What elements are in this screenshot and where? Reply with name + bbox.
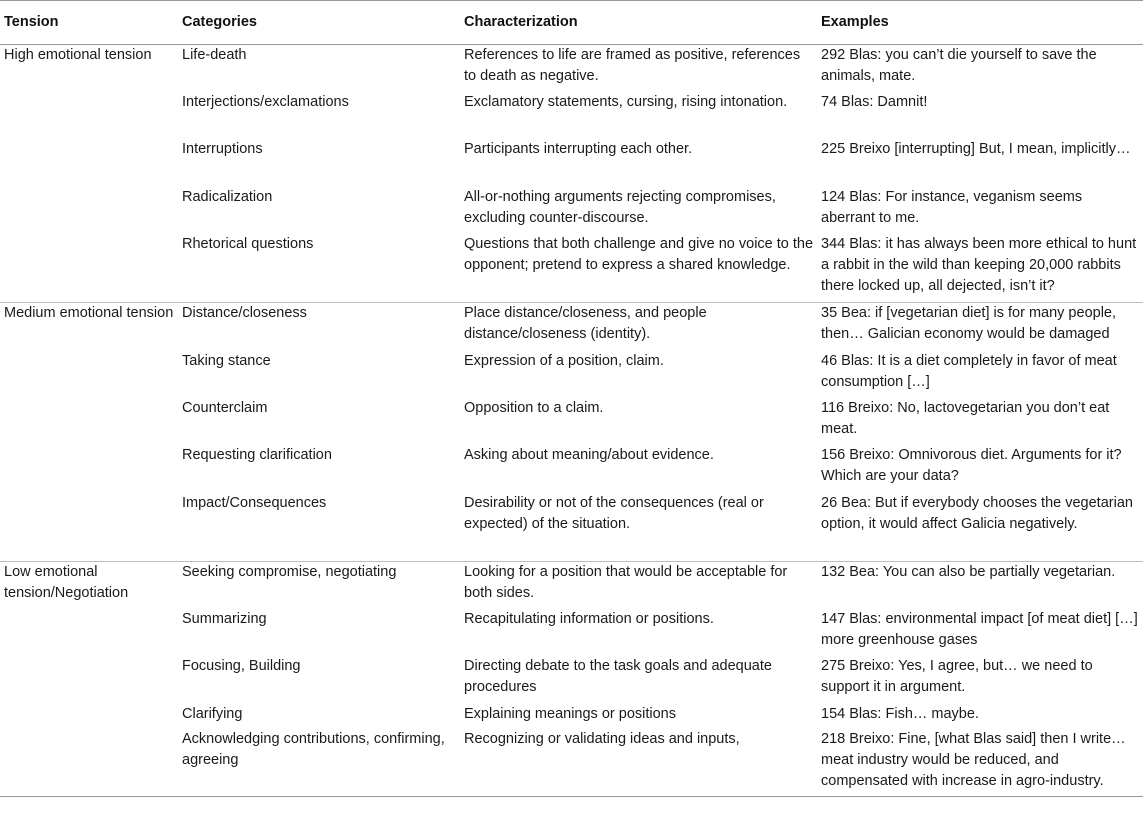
tension-cell	[0, 139, 180, 187]
category-cell: Requesting clarification	[182, 446, 332, 463]
example-cell: 225 Breixo [interrupting] But, I mean, implicitly…	[821, 140, 1131, 157]
header-examples: Examples	[821, 14, 889, 30]
table-row	[0, 351, 1143, 398]
tension-cell: Low emotional tension/Negotiation	[4, 564, 129, 601]
example-cell: 154 Blas: Fish… maybe.	[821, 705, 979, 722]
header-categories: Categories	[182, 14, 257, 30]
tension-cell: Medium emotional tension	[4, 305, 174, 321]
example-cell: 218 Breixo: Fine, [what Blas said] then I write… meat industry would be reduced, and compensated with increase in agro-industry.	[821, 730, 1126, 789]
example-cell: 116 Breixo: No, lactovegetarian you don’t eat meat.	[821, 399, 1110, 437]
example-cell: 275 Breixo: Yes, I agree, but… we need to support it in argument.	[821, 657, 1093, 695]
category-cell: Interjections/exclamations	[182, 93, 349, 110]
example-cell: 74 Blas: Damnit!	[821, 93, 928, 110]
category-cell: Rhetorical questions	[182, 235, 314, 252]
table-row	[0, 704, 1143, 729]
tension-cell	[0, 656, 180, 704]
category-cell: Radicalization	[182, 188, 273, 205]
characterization-cell: Questions that both challenge and give no voice to the opponent; pretend to express a shared knowledge.	[464, 235, 814, 273]
characterization-cell: References to life are framed as positive, references to death as negative.	[464, 47, 801, 84]
table-row	[0, 187, 1143, 234]
example-cell: 156 Breixo: Omnivorous diet. Arguments for it? Which are your data?	[821, 446, 1122, 484]
category-cell: Focusing, Building	[182, 657, 301, 674]
category-cell: Seeking compromise, negotiating	[182, 564, 397, 580]
category-cell: Counterclaim	[182, 399, 268, 416]
example-cell: 132 Bea: You can also be partially vegetarian.	[821, 564, 1116, 580]
table-row	[0, 398, 1143, 445]
characterization-cell: Opposition to a claim.	[464, 399, 604, 416]
characterization-cell: Directing debate to the task goals and adequate procedures	[464, 657, 772, 695]
table-row	[0, 92, 1143, 139]
characterization-cell: Exclamatory statements, cursing, rising intonation.	[464, 93, 788, 110]
example-cell: 292 Blas: you can’t die yourself to save the animals, mate.	[821, 47, 1097, 84]
example-cell: 124 Blas: For instance, veganism seems aberrant to me.	[821, 188, 1083, 226]
characterization-cell: Asking about meaning/about evidence.	[464, 446, 714, 463]
tension-cell	[0, 729, 180, 797]
table-body	[0, 45, 1143, 797]
characterization-cell: Expression of a position, claim.	[464, 352, 664, 369]
table-row	[0, 656, 1143, 704]
example-cell: 344 Blas: it has always been more ethical to hunt a rabbit in the wild than keeping 20,000 rabbits there locked up, all dejected, isn’t it?	[821, 235, 1137, 294]
table-row	[0, 609, 1143, 656]
tension-cell	[0, 398, 180, 445]
characterization-cell: Recapitulating information or positions.	[464, 610, 714, 627]
tension-cell	[0, 92, 180, 139]
characterization-cell: All-or-nothing arguments rejecting compromises, excluding counter-discourse.	[464, 188, 776, 226]
characterization-cell: Looking for a position that would be acceptable for both sides.	[464, 564, 788, 601]
example-cell: 26 Bea: But if everybody chooses the vegetarian option, it would affect Galicia negatively.	[821, 494, 1133, 532]
characterization-cell: Recognizing or validating ideas and inputs,	[464, 730, 740, 747]
tension-cell	[0, 609, 180, 656]
category-cell: Distance/closeness	[182, 305, 307, 321]
category-cell: Taking stance	[182, 352, 271, 369]
characterization-cell: Desirability or not of the consequences (real or expected) of the situation.	[464, 494, 764, 532]
table-row	[0, 562, 1143, 609]
header-tension: Tension	[4, 14, 59, 30]
example-cell: 46 Blas: It is a diet completely in favor of meat consumption […]	[821, 352, 1117, 390]
table-row	[0, 234, 1143, 303]
header-characterization: Characterization	[464, 14, 578, 30]
example-cell: 35 Bea: if [vegetarian diet] is for many people, then… Galician economy would be damaged	[821, 305, 1117, 342]
table-row	[0, 493, 1143, 562]
tension-cell	[0, 445, 180, 493]
tension-cell	[0, 704, 180, 729]
table-header-row	[0, 1, 1143, 45]
characterization-cell: Place distance/closeness, and people distance/closeness (identity).	[464, 305, 707, 342]
table-row	[0, 139, 1143, 187]
tension-cell: High emotional tension	[4, 47, 152, 63]
table-row	[0, 303, 1143, 351]
category-cell: Impact/Consequences	[182, 494, 327, 511]
category-cell: Summarizing	[182, 610, 267, 627]
tension-cell	[0, 493, 180, 562]
category-cell: Acknowledging contributions, confirming, agreeing	[182, 730, 445, 768]
tension-cell	[0, 234, 180, 303]
characterization-cell: Participants interrupting each other.	[464, 140, 693, 157]
tension-cell	[0, 351, 180, 398]
category-cell: Life-death	[182, 47, 247, 63]
category-cell: Interruptions	[182, 140, 263, 157]
table-row	[0, 729, 1143, 797]
example-cell: 147 Blas: environmental impact [of meat diet] […] more greenhouse gases	[821, 610, 1138, 648]
tension-cell	[0, 187, 180, 234]
table-row	[0, 45, 1143, 92]
table-row	[0, 445, 1143, 493]
category-cell: Clarifying	[182, 705, 243, 722]
characterization-cell: Explaining meanings or positions	[464, 705, 676, 722]
